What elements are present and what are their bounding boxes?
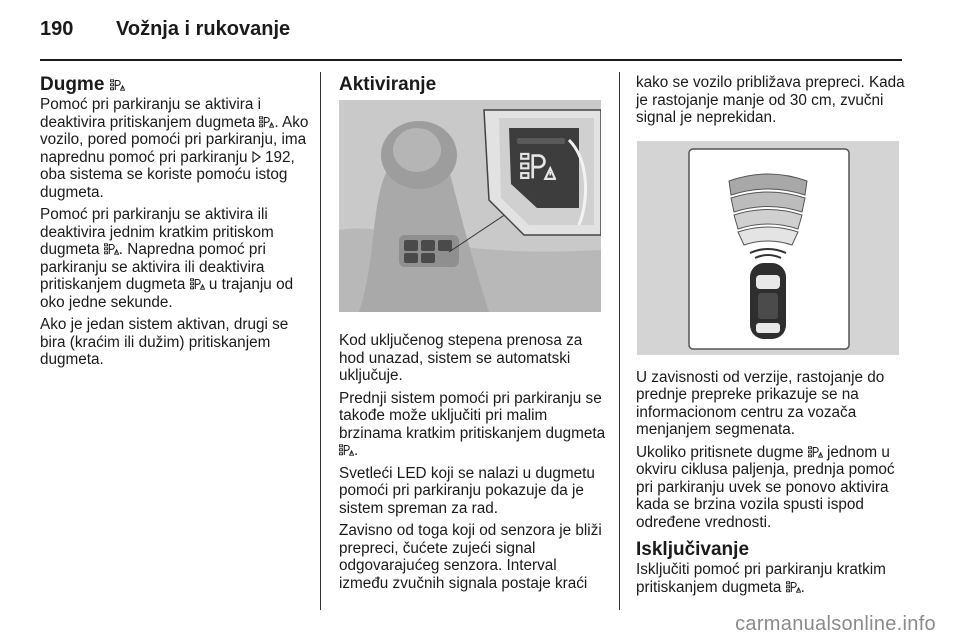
console-button-illustration xyxy=(339,100,601,312)
text-run: Pomoć pri parkiranju se aktivira ili deaktivira jednim kratkim pritiskom dugmeta xyxy=(40,206,274,258)
column-divider xyxy=(320,72,321,610)
section-heading-text: Dugme xyxy=(40,74,105,95)
parking-assist-button-icon xyxy=(190,278,205,290)
paragraph xyxy=(339,390,609,460)
column-middle xyxy=(339,74,609,597)
parking-assist-button-icon xyxy=(808,446,823,458)
column-left xyxy=(40,74,310,374)
text-run: . xyxy=(354,442,359,459)
column-divider xyxy=(619,72,620,610)
paragraph xyxy=(40,206,310,311)
column-right xyxy=(636,74,906,601)
parking-assist-button-icon xyxy=(110,79,125,91)
page-number: 190 xyxy=(40,18,74,40)
text-run: Pomoć pri parkiranju se aktivira i deaktivira pritiskanjem dugmeta xyxy=(40,96,262,131)
parking-assist-button-icon xyxy=(104,243,119,255)
paragraph xyxy=(636,561,906,596)
text-run: . xyxy=(800,578,805,596)
paragraph: kako se vozilo približava prepreci. Kada je rastojanje manje od 30 cm, zvučni signal je neprekidan. xyxy=(636,74,905,126)
paragraph: Zavisno od toga koji od senzora je bliži prepreci, čućete zujeći signal odgovarajućeg senzora. Interval između zvučnih signala postaje kraći xyxy=(339,522,602,592)
text-run: Ukoliko pritisnete dugme xyxy=(636,443,808,461)
paragraph xyxy=(40,96,310,201)
paragraph: Kod uključenog stepena prenosa za hod unazad, sistem se automatski uključuje. xyxy=(339,332,583,384)
section-heading-activation: Aktiviranje xyxy=(339,74,437,95)
section-heading-deactivation: Isključivanje xyxy=(636,539,750,560)
parking-assist-button-icon xyxy=(259,116,274,128)
chapter-title: Vožnja i rukovanje xyxy=(116,18,291,40)
page-reference-link[interactable]: 192 xyxy=(264,148,291,166)
parking-assist-button-icon xyxy=(339,444,354,456)
text-run: Isključiti pomoć pri parkiranju kratkim pritiskanjem dugmeta xyxy=(636,561,886,596)
text-run: . Napredna pomoć pri parkiranju se aktivira ili deaktivira pritiskanjem dugmeta xyxy=(40,241,266,293)
text-run: . Ako vozilo, pored pomoći pri parkiranju, ima naprednu pomoć pri parkiranju xyxy=(40,113,309,166)
watermark: carmanualsonline.info xyxy=(735,613,936,635)
distance-segments-illustration xyxy=(637,141,899,355)
paragraph xyxy=(636,444,906,532)
text-run: jednom u okviru ciklusa paljenja, prednja pomoć pri parkiranju uvek se ponovo aktivira kada se brzina vozila spusti ispod određene vrednosti. xyxy=(636,443,895,531)
page-reference-arrow-icon xyxy=(252,151,261,163)
page-header xyxy=(40,18,920,48)
text-run: u trajanju od oko jedne sekunde. xyxy=(40,276,294,311)
text-run: Prednji sistem pomoći pri parkiranju se takođe može uključiti pri malim brzinama kratkim pritiskanjem dugmeta xyxy=(339,389,606,442)
parking-assist-button-icon xyxy=(786,581,801,593)
header-divider xyxy=(40,59,902,61)
text-run: , oba sistema se koriste pomoću istog dugmeta. xyxy=(40,148,295,201)
paragraph: Ako je jedan sistem aktivan, drugi se bira (kraćim ili dužim) pritiskanjem dugmeta. xyxy=(40,316,289,368)
paragraph: U zavisnosti od verzije, rastojanje do prednje prepreke prikazuje se na informacionom centru za vozača menjanjem segmenata. xyxy=(636,368,885,438)
section-heading-button xyxy=(40,74,310,96)
paragraph: Svetleći LED koji se nalazi u dugmetu pomoći pri parkiranju pokazuje da je sistem spreman za rad. xyxy=(339,464,595,517)
